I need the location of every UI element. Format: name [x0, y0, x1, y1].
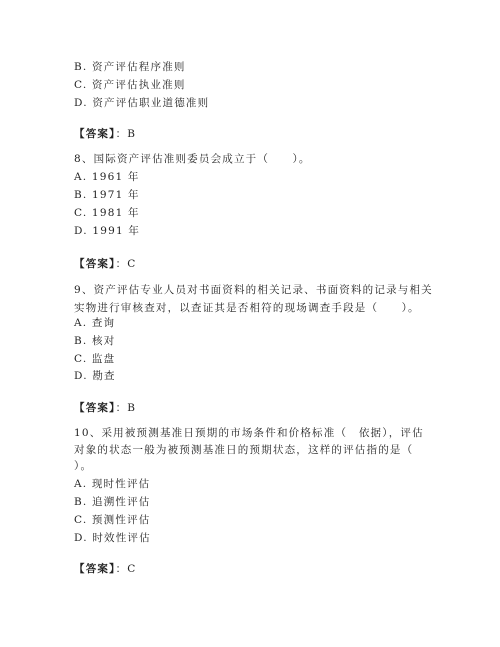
q8-option-a: A. 1961 年	[74, 171, 140, 183]
q9-option-d: D. 勘查	[74, 370, 116, 382]
answer-value: ：C	[115, 563, 137, 575]
answer-label: 【答案】	[74, 563, 116, 575]
answer-label: 【答案】	[74, 258, 116, 270]
answer-value: ：B	[115, 402, 137, 414]
q10-option-a: A. 现时性评估	[74, 478, 151, 490]
answer-label: 【答案】	[74, 128, 116, 140]
q8-option-b: B. 1971 年	[74, 189, 140, 201]
q10-stem-line-1: 10、采用被预测基准日预期的市场条件和价格标准（ 依据），评估	[74, 427, 424, 439]
q7-option-c: C. 资产评估执业准则	[74, 79, 186, 91]
q9-stem-line-1: 9、资产评估专业人员对书面资料的相关记录、书面资料的记录与相关	[74, 284, 433, 296]
q9-stem-line-2: 实物进行审核查对，以查证其是否相符的现场调查手段是（ ）。	[74, 302, 420, 314]
q10-option-d: D. 时效性评估	[74, 532, 151, 544]
q9-answer	[74, 399, 136, 417]
q9-option-a: A. 查询	[74, 317, 116, 329]
q8-option-c: C. 1981 年	[74, 207, 140, 219]
q7-option-b: B. 资产评估程序准则	[74, 61, 186, 73]
q7-answer	[74, 125, 136, 143]
answer-value: ：B	[115, 128, 137, 140]
q10-option-c: C. 预测性评估	[74, 514, 151, 526]
answer-value: ：C	[115, 258, 137, 270]
q8-stem: 8、国际资产评估准则委员会成立于（ ）。	[74, 153, 311, 165]
q10-option-b: B. 追溯性评估	[74, 496, 151, 508]
q9-option-b: B. 核对	[74, 335, 116, 347]
q8-answer	[74, 255, 137, 273]
q9-option-c: C. 监盘	[74, 353, 116, 365]
q7-option-d: D. 资产评估职业道德准则	[74, 97, 210, 109]
answer-label: 【答案】	[74, 402, 116, 414]
q10-stem-line-2: 对象的状态一般为被预测基准日的预期状态，这样的评估指的是（	[74, 444, 414, 456]
q8-option-d: D. 1991 年	[74, 225, 141, 237]
q10-stem-line-3: ）。	[74, 460, 93, 472]
q10-answer	[74, 560, 137, 578]
